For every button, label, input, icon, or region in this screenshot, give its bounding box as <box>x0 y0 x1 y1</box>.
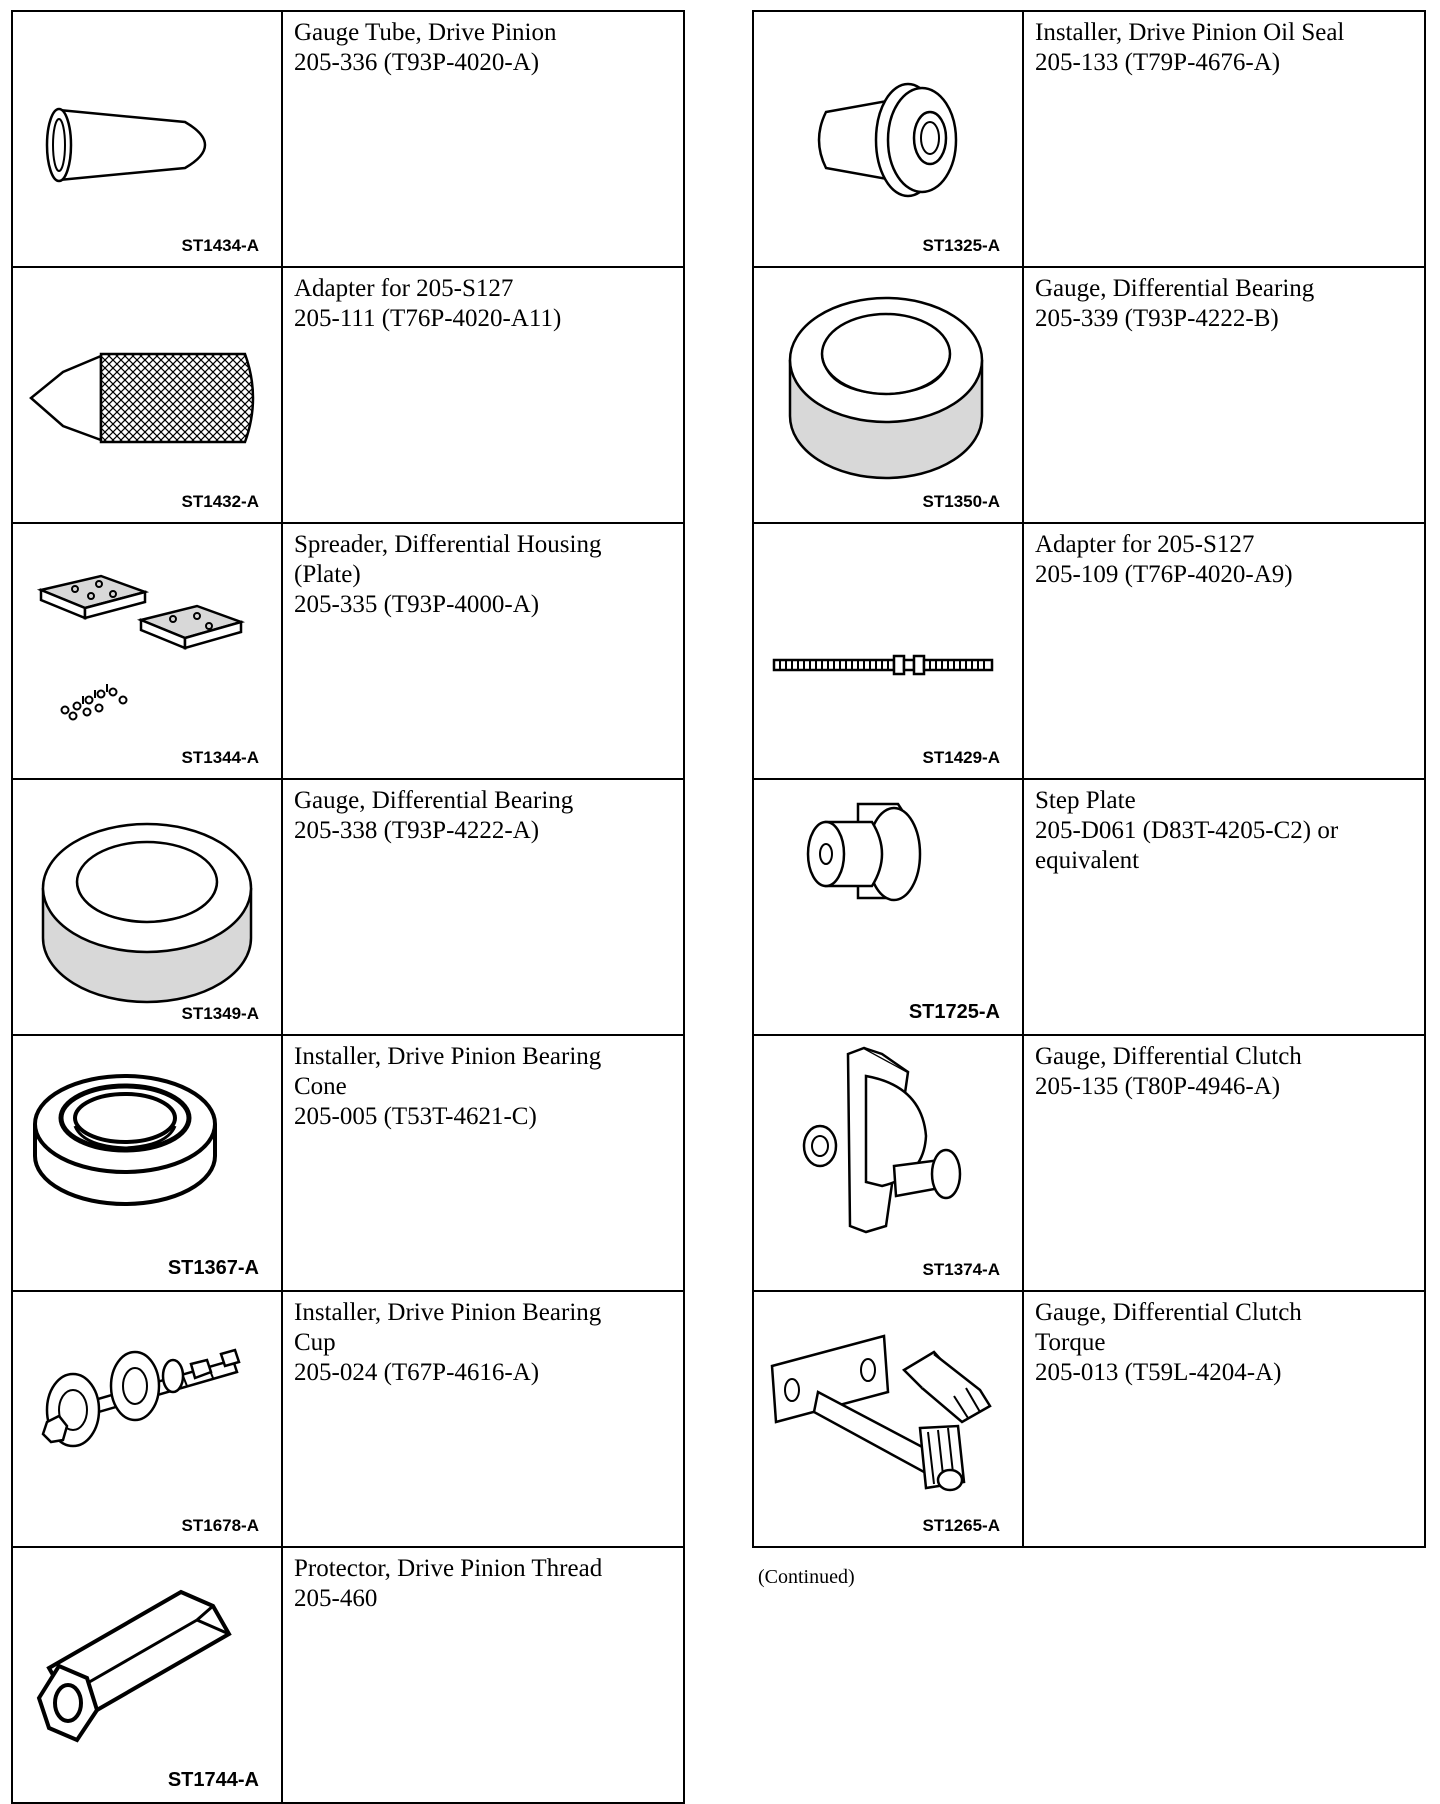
tool-name-cont: (Plate) <box>294 561 361 588</box>
tool-illustration-cell <box>12 1547 282 1803</box>
tool-name: Gauge, Differential Bearing <box>294 787 574 814</box>
tool-row-3 <box>753 779 1425 1035</box>
tool-number: 205-339 (T93P-4222-B) <box>1035 305 1279 332</box>
tool-code: ST1325-A <box>922 236 1000 255</box>
adapter-knurled-icon <box>13 268 281 522</box>
tool-description-cell <box>282 1291 684 1547</box>
tool-name: Adapter for 205-S127 <box>1035 531 1255 558</box>
bearing-cup-installer-icon <box>13 1292 281 1546</box>
tool-name: Spreader, Differential Housing <box>294 531 602 558</box>
tool-name-cont: Cone <box>294 1073 347 1100</box>
differential-bearing-gauge-icon <box>13 780 281 1034</box>
tool-number: 205-005 (T53T-4621-C) <box>294 1103 537 1130</box>
tool-illustration-cell <box>12 523 282 779</box>
tool-illustration-cell <box>753 1291 1023 1547</box>
tool-code: ST1349-A <box>181 1004 259 1023</box>
tool-number: 205-335 (T93P-4000-A) <box>294 591 540 618</box>
thread-protector-icon <box>13 1548 281 1802</box>
tool-number: 205-024 (T67P-4616-A) <box>294 1359 540 1386</box>
tool-code: ST1367-A <box>167 1257 259 1279</box>
tool-illustration-cell <box>12 1035 282 1291</box>
tool-name: Step Plate <box>1035 787 1136 814</box>
tool-number: 205-133 (T79P-4676-A) <box>1035 49 1281 76</box>
tool-number-cont: equivalent <box>1035 847 1140 874</box>
tool-row-5 <box>753 1291 1425 1547</box>
tool-name: Gauge, Differential Clutch <box>1035 1043 1302 1070</box>
tool-row-1 <box>12 267 684 523</box>
tool-name: Installer, Drive Pinion Oil Seal <box>1035 19 1345 46</box>
tool-name-cont: Torque <box>1035 1329 1106 1356</box>
tool-code: ST1429-A <box>922 748 1000 767</box>
tool-number: 205-338 (T93P-4222-A) <box>294 817 540 844</box>
tool-code: ST1265-A <box>922 1516 1000 1535</box>
tool-code: ST1344-A <box>181 748 259 767</box>
tool-illustration-cell <box>12 267 282 523</box>
clutch-torque-gauge-icon <box>754 1292 1022 1546</box>
tool-illustration-cell <box>753 1035 1023 1291</box>
tool-name: Installer, Drive Pinion Bearing <box>294 1299 602 1326</box>
special-tools-table-right <box>752 10 1426 1548</box>
tool-name: Protector, Drive Pinion Thread <box>294 1555 603 1582</box>
tool-code: ST1432-A <box>181 492 259 511</box>
tool-code: ST1744-A <box>167 1769 259 1791</box>
tool-illustration-cell <box>12 779 282 1035</box>
threaded-rod-adapter-icon <box>754 524 1022 778</box>
tool-description-cell <box>282 267 684 523</box>
tool-description-cell <box>1023 1291 1425 1547</box>
tool-code: ST1434-A <box>181 236 259 255</box>
tool-description-cell <box>282 1035 684 1291</box>
tool-row-2 <box>753 523 1425 779</box>
tool-code: ST1725-A <box>908 1001 1000 1023</box>
tool-description-cell <box>282 523 684 779</box>
tool-code: ST1678-A <box>181 1516 259 1535</box>
tool-illustration-cell <box>753 267 1023 523</box>
tool-illustration-cell <box>12 11 282 267</box>
tool-number: 205-109 (T76P-4020-A9) <box>1035 561 1293 588</box>
tool-name: Adapter for 205-S127 <box>294 275 514 302</box>
tool-description-cell <box>1023 523 1425 779</box>
tool-illustration-cell <box>753 11 1023 267</box>
tool-number: 205-111 (T76P-4020-A11) <box>294 305 562 332</box>
tool-number: 205-D061 (D83T-4205-C2) or <box>1035 817 1339 844</box>
tool-description-cell <box>1023 1035 1425 1291</box>
tool-row-6 <box>12 1547 684 1803</box>
tool-code: ST1350-A <box>922 492 1000 511</box>
tool-row-1 <box>753 267 1425 523</box>
tool-illustration-cell <box>753 523 1023 779</box>
tool-name: Gauge, Differential Bearing <box>1035 275 1315 302</box>
tool-description-cell <box>1023 779 1425 1035</box>
tool-description-cell <box>282 1547 684 1803</box>
tool-name: Gauge Tube, Drive Pinion <box>294 19 557 46</box>
tool-row-0 <box>753 11 1425 267</box>
spreader-plates-icon <box>13 524 281 778</box>
gauge-tube-drive-pinion-icon <box>13 12 281 266</box>
tool-name: Gauge, Differential Clutch <box>1035 1299 1302 1326</box>
tool-row-4 <box>753 1035 1425 1291</box>
special-tools-table-left <box>11 10 685 1804</box>
tool-description-cell <box>1023 267 1425 523</box>
tool-row-2 <box>12 523 684 779</box>
oil-seal-installer-icon <box>754 12 1022 266</box>
differential-clutch-gauge-icon <box>754 1036 1022 1290</box>
tool-code: ST1374-A <box>922 1260 1000 1279</box>
differential-bearing-gauge-icon <box>754 268 1022 522</box>
bearing-cone-installer-icon <box>13 1036 281 1290</box>
tool-description-cell <box>282 779 684 1035</box>
tool-number: 205-135 (T80P-4946-A) <box>1035 1073 1281 1100</box>
continued-note: (Continued) <box>758 1566 855 1588</box>
tool-description-cell <box>282 11 684 267</box>
tool-number: 205-013 (T59L-4204-A) <box>1035 1359 1282 1386</box>
tool-name-cont: Cup <box>294 1329 336 1356</box>
tool-number: 205-336 (T93P-4020-A) <box>294 49 540 76</box>
tool-row-0 <box>12 11 684 267</box>
step-plate-icon <box>754 780 1022 1034</box>
tool-description-cell <box>1023 11 1425 267</box>
tool-illustration-cell <box>753 779 1023 1035</box>
tool-row-3 <box>12 779 684 1035</box>
tool-row-5 <box>12 1291 684 1547</box>
tool-illustration-cell <box>12 1291 282 1547</box>
tool-number: 205-460 <box>294 1585 378 1612</box>
tool-row-4 <box>12 1035 684 1291</box>
tool-name: Installer, Drive Pinion Bearing <box>294 1043 602 1070</box>
